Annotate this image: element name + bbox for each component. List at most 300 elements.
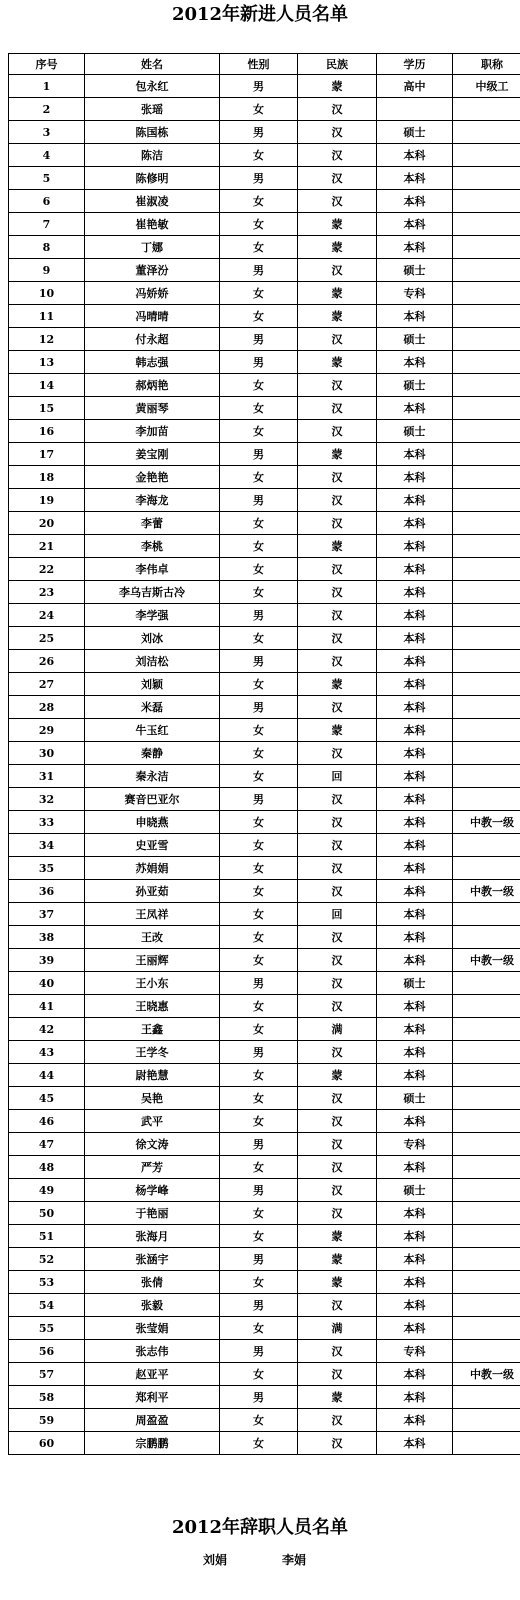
cell-ethnicity: 汉 (298, 650, 377, 673)
cell-title (453, 765, 520, 788)
cell-title: 中教一级 (453, 1363, 520, 1386)
cell-name: 黄丽琴 (85, 397, 220, 420)
cell-ethnicity: 汉 (298, 696, 377, 719)
cell-serial: 8 (9, 236, 85, 259)
cell-ethnicity: 汉 (298, 1041, 377, 1064)
cell-ethnicity: 蒙 (298, 1386, 377, 1409)
cell-title (453, 144, 520, 167)
cell-education: 硕士 (377, 121, 453, 144)
cell-ethnicity: 蒙 (298, 719, 377, 742)
table-row (9, 926, 520, 949)
cell-serial: 47 (9, 1133, 85, 1156)
table-row (9, 1064, 520, 1087)
cell-title (453, 1087, 520, 1110)
cell-gender: 男 (220, 121, 298, 144)
cell-title (453, 581, 520, 604)
cell-title (453, 98, 520, 121)
cell-gender: 男 (220, 1248, 298, 1271)
cell-education: 本科 (377, 1018, 453, 1041)
table-row (9, 420, 520, 443)
cell-serial: 48 (9, 1156, 85, 1179)
cell-name: 张涵宇 (85, 1248, 220, 1271)
cell-education: 专科 (377, 1340, 453, 1363)
cell-title (453, 673, 520, 696)
cell-name: 王鑫 (85, 1018, 220, 1041)
cell-name: 赵亚平 (85, 1363, 220, 1386)
cell-name: 申晓燕 (85, 811, 220, 834)
cell-ethnicity: 汉 (298, 926, 377, 949)
cell-education: 本科 (377, 443, 453, 466)
cell-title (453, 1432, 520, 1455)
cell-title (453, 926, 520, 949)
cell-name: 于艳丽 (85, 1202, 220, 1225)
cell-name: 王学冬 (85, 1041, 220, 1064)
cell-title (453, 190, 520, 213)
cell-education: 本科 (377, 1363, 453, 1386)
cell-title (453, 834, 520, 857)
cell-gender: 女 (220, 1432, 298, 1455)
cell-education: 硕士 (377, 972, 453, 995)
cell-title (453, 1110, 520, 1133)
cell-title (453, 1248, 520, 1271)
header-education: 学历 (377, 54, 453, 75)
table-row (9, 1248, 520, 1271)
cell-ethnicity: 汉 (298, 374, 377, 397)
cell-serial: 41 (9, 995, 85, 1018)
cell-serial: 32 (9, 788, 85, 811)
table-row (9, 765, 520, 788)
cell-serial: 3 (9, 121, 85, 144)
cell-name: 宗鹏鹏 (85, 1432, 220, 1455)
cell-ethnicity: 汉 (298, 98, 377, 121)
cell-name: 李蕾 (85, 512, 220, 535)
cell-ethnicity: 蒙 (298, 443, 377, 466)
cell-name: 王改 (85, 926, 220, 949)
cell-ethnicity: 蒙 (298, 282, 377, 305)
cell-serial: 6 (9, 190, 85, 213)
cell-education: 本科 (377, 1317, 453, 1340)
cell-serial: 35 (9, 857, 85, 880)
table-header-row (9, 54, 520, 75)
cell-gender: 女 (220, 834, 298, 857)
cell-ethnicity: 汉 (298, 328, 377, 351)
cell-ethnicity: 蒙 (298, 236, 377, 259)
cell-ethnicity: 汉 (298, 1409, 377, 1432)
cell-name: 赛音巴亚尔 (85, 788, 220, 811)
cell-serial: 45 (9, 1087, 85, 1110)
cell-serial: 44 (9, 1064, 85, 1087)
cell-gender: 男 (220, 1041, 298, 1064)
cell-gender: 女 (220, 857, 298, 880)
table-row (9, 558, 520, 581)
table-row (9, 1179, 520, 1202)
cell-name: 冯晴晴 (85, 305, 220, 328)
cell-ethnicity: 汉 (298, 581, 377, 604)
cell-gender: 男 (220, 328, 298, 351)
cell-title: 中教一级 (453, 811, 520, 834)
cell-education: 本科 (377, 1110, 453, 1133)
cell-ethnicity: 蒙 (298, 1248, 377, 1271)
cell-title (453, 1064, 520, 1087)
cell-title (453, 466, 520, 489)
cell-title (453, 1018, 520, 1041)
cell-gender: 女 (220, 1064, 298, 1087)
cell-education: 本科 (377, 351, 453, 374)
cell-ethnicity: 汉 (298, 167, 377, 190)
section-title-resigned: 2012年辞职人员名单 (171, 1517, 349, 1538)
cell-title (453, 1225, 520, 1248)
table-row (9, 1363, 520, 1386)
cell-serial: 50 (9, 1202, 85, 1225)
cell-gender: 女 (220, 811, 298, 834)
table-row (9, 719, 520, 742)
cell-serial: 59 (9, 1409, 85, 1432)
cell-gender: 女 (220, 397, 298, 420)
cell-ethnicity: 蒙 (298, 351, 377, 374)
cell-gender: 男 (220, 1294, 298, 1317)
cell-education: 本科 (377, 236, 453, 259)
cell-title (453, 788, 520, 811)
cell-name: 王晓惠 (85, 995, 220, 1018)
table-row (9, 1386, 520, 1409)
cell-education: 本科 (377, 1041, 453, 1064)
cell-ethnicity: 汉 (298, 1202, 377, 1225)
cell-education: 本科 (377, 765, 453, 788)
cell-ethnicity: 汉 (298, 742, 377, 765)
cell-gender: 男 (220, 972, 298, 995)
cell-serial: 42 (9, 1018, 85, 1041)
cell-ethnicity: 汉 (298, 558, 377, 581)
table-row (9, 1294, 520, 1317)
table-row (9, 1340, 520, 1363)
cell-name: 丁娜 (85, 236, 220, 259)
table-row (9, 1271, 520, 1294)
cell-title (453, 1294, 520, 1317)
cell-title (453, 351, 520, 374)
cell-name: 杨学峰 (85, 1179, 220, 1202)
cell-name: 崔淑凌 (85, 190, 220, 213)
cell-education: 本科 (377, 167, 453, 190)
cell-name: 李伟卓 (85, 558, 220, 581)
cell-ethnicity: 汉 (298, 1294, 377, 1317)
table-row (9, 351, 520, 374)
table-row (9, 144, 520, 167)
cell-title (453, 374, 520, 397)
table-row (9, 305, 520, 328)
cell-gender: 女 (220, 236, 298, 259)
cell-title (453, 604, 520, 627)
cell-gender: 女 (220, 558, 298, 581)
cell-serial: 38 (9, 926, 85, 949)
cell-gender: 女 (220, 673, 298, 696)
cell-title (453, 1409, 520, 1432)
cell-education: 本科 (377, 811, 453, 834)
cell-name: 李乌吉斯古冷 (85, 581, 220, 604)
cell-ethnicity: 汉 (298, 1340, 377, 1363)
cell-name: 张倩 (85, 1271, 220, 1294)
cell-serial: 17 (9, 443, 85, 466)
table-row (9, 1018, 520, 1041)
cell-title (453, 696, 520, 719)
cell-serial: 25 (9, 627, 85, 650)
cell-gender: 女 (220, 282, 298, 305)
cell-name: 牛玉红 (85, 719, 220, 742)
cell-title (453, 167, 520, 190)
cell-serial: 31 (9, 765, 85, 788)
cell-name: 王小东 (85, 972, 220, 995)
cell-ethnicity: 满 (298, 1018, 377, 1041)
cell-title (453, 1179, 520, 1202)
cell-serial: 28 (9, 696, 85, 719)
cell-name: 金艳艳 (85, 466, 220, 489)
cell-serial: 57 (9, 1363, 85, 1386)
cell-name: 刘冰 (85, 627, 220, 650)
cell-ethnicity: 蒙 (298, 1271, 377, 1294)
cell-title (453, 535, 520, 558)
cell-title (453, 121, 520, 144)
cell-education: 本科 (377, 880, 453, 903)
cell-name: 包永红 (85, 75, 220, 98)
cell-ethnicity: 回 (298, 765, 377, 788)
cell-title (453, 489, 520, 512)
cell-education: 本科 (377, 1156, 453, 1179)
cell-education: 专科 (377, 1133, 453, 1156)
table-row (9, 535, 520, 558)
cell-name: 秦静 (85, 742, 220, 765)
cell-education: 本科 (377, 558, 453, 581)
cell-serial: 11 (9, 305, 85, 328)
cell-serial: 43 (9, 1041, 85, 1064)
cell-title (453, 627, 520, 650)
table-row (9, 1156, 520, 1179)
cell-ethnicity: 汉 (298, 627, 377, 650)
cell-education: 本科 (377, 466, 453, 489)
cell-education: 本科 (377, 1225, 453, 1248)
cell-education: 本科 (377, 1386, 453, 1409)
cell-name: 李海龙 (85, 489, 220, 512)
cell-title (453, 857, 520, 880)
table-row (9, 1317, 520, 1340)
cell-serial: 33 (9, 811, 85, 834)
cell-title: 中教一级 (453, 949, 520, 972)
cell-education: 本科 (377, 1294, 453, 1317)
cell-serial: 46 (9, 1110, 85, 1133)
cell-education: 硕士 (377, 259, 453, 282)
cell-name: 张志伟 (85, 1340, 220, 1363)
cell-education: 本科 (377, 1248, 453, 1271)
cell-name: 李桃 (85, 535, 220, 558)
cell-gender: 女 (220, 742, 298, 765)
cell-gender: 女 (220, 903, 298, 926)
cell-education: 本科 (377, 535, 453, 558)
table-row (9, 1110, 520, 1133)
cell-title (453, 443, 520, 466)
cell-serial: 39 (9, 949, 85, 972)
cell-name: 刘洁松 (85, 650, 220, 673)
cell-education: 本科 (377, 788, 453, 811)
cell-ethnicity: 蒙 (298, 305, 377, 328)
cell-title (453, 719, 520, 742)
cell-education: 本科 (377, 1409, 453, 1432)
cell-title (453, 650, 520, 673)
cell-name: 吴艳 (85, 1087, 220, 1110)
cell-ethnicity: 汉 (298, 259, 377, 282)
cell-title: 中级工 (453, 75, 520, 98)
cell-ethnicity: 汉 (298, 834, 377, 857)
cell-education: 本科 (377, 650, 453, 673)
table-row (9, 1432, 520, 1455)
cell-ethnicity: 蒙 (298, 1225, 377, 1248)
cell-gender: 男 (220, 259, 298, 282)
cell-ethnicity: 汉 (298, 857, 377, 880)
cell-serial: 52 (9, 1248, 85, 1271)
cell-name: 刘颖 (85, 673, 220, 696)
cell-education: 硕士 (377, 1087, 453, 1110)
table-row (9, 167, 520, 190)
table-row (9, 397, 520, 420)
cell-gender: 男 (220, 696, 298, 719)
cell-name: 尉艳慧 (85, 1064, 220, 1087)
cell-education: 本科 (377, 305, 453, 328)
table-row (9, 282, 520, 305)
cell-title: 中教一级 (453, 880, 520, 903)
cell-title (453, 1041, 520, 1064)
table-row (9, 650, 520, 673)
cell-serial: 4 (9, 144, 85, 167)
cell-education: 专科 (377, 282, 453, 305)
cell-gender: 男 (220, 650, 298, 673)
cell-ethnicity: 蒙 (298, 75, 377, 98)
table-row (9, 1087, 520, 1110)
cell-ethnicity: 回 (298, 903, 377, 926)
cell-name: 郑利平 (85, 1386, 220, 1409)
cell-serial: 9 (9, 259, 85, 282)
cell-serial: 56 (9, 1340, 85, 1363)
cell-title (453, 397, 520, 420)
cell-gender: 女 (220, 466, 298, 489)
cell-gender: 男 (220, 75, 298, 98)
cell-serial: 60 (9, 1432, 85, 1455)
cell-serial: 55 (9, 1317, 85, 1340)
cell-gender: 女 (220, 190, 298, 213)
header-name: 姓名 (85, 54, 220, 75)
cell-gender: 女 (220, 627, 298, 650)
cell-ethnicity: 汉 (298, 604, 377, 627)
cell-ethnicity: 汉 (298, 1087, 377, 1110)
table-row (9, 236, 520, 259)
cell-title (453, 512, 520, 535)
page-title: 2012年新进人员名单 (171, 4, 349, 25)
cell-serial: 54 (9, 1294, 85, 1317)
cell-gender: 女 (220, 1110, 298, 1133)
cell-gender: 男 (220, 351, 298, 374)
cell-serial: 37 (9, 903, 85, 926)
cell-gender: 女 (220, 1409, 298, 1432)
cell-name: 徐文涛 (85, 1133, 220, 1156)
cell-title (453, 420, 520, 443)
table-row (9, 259, 520, 282)
cell-serial: 22 (9, 558, 85, 581)
table-body (9, 75, 520, 1455)
cell-gender: 女 (220, 1156, 298, 1179)
cell-serial: 12 (9, 328, 85, 351)
cell-ethnicity: 蒙 (298, 1064, 377, 1087)
cell-education: 本科 (377, 581, 453, 604)
cell-serial: 10 (9, 282, 85, 305)
cell-gender: 女 (220, 1363, 298, 1386)
resigned-name: 李娟 (282, 1553, 307, 1567)
cell-name: 陈修明 (85, 167, 220, 190)
cell-gender: 女 (220, 719, 298, 742)
cell-name: 张莹娟 (85, 1317, 220, 1340)
cell-title (453, 903, 520, 926)
cell-serial: 36 (9, 880, 85, 903)
cell-ethnicity: 汉 (298, 949, 377, 972)
cell-name: 米磊 (85, 696, 220, 719)
cell-name: 史亚雪 (85, 834, 220, 857)
cell-education: 硕士 (377, 1179, 453, 1202)
table-row (9, 1202, 520, 1225)
table-row (9, 512, 520, 535)
cell-serial: 14 (9, 374, 85, 397)
cell-name: 陈洁 (85, 144, 220, 167)
table-row (9, 374, 520, 397)
cell-title (453, 213, 520, 236)
table-row (9, 673, 520, 696)
cell-name: 秦永洁 (85, 765, 220, 788)
cell-gender: 女 (220, 926, 298, 949)
cell-ethnicity: 汉 (298, 466, 377, 489)
cell-title (453, 1133, 520, 1156)
cell-serial: 27 (9, 673, 85, 696)
cell-gender: 女 (220, 765, 298, 788)
cell-education (377, 98, 453, 121)
cell-ethnicity: 汉 (298, 420, 377, 443)
cell-gender: 女 (220, 581, 298, 604)
cell-education: 本科 (377, 742, 453, 765)
cell-ethnicity: 汉 (298, 811, 377, 834)
cell-gender: 男 (220, 1340, 298, 1363)
cell-title (453, 558, 520, 581)
cell-title (453, 282, 520, 305)
cell-serial: 16 (9, 420, 85, 443)
table-row (9, 1225, 520, 1248)
cell-education: 硕士 (377, 328, 453, 351)
cell-education: 本科 (377, 673, 453, 696)
cell-education: 本科 (377, 1064, 453, 1087)
cell-title (453, 742, 520, 765)
cell-gender: 女 (220, 512, 298, 535)
table-row (9, 604, 520, 627)
table-row (9, 995, 520, 1018)
cell-gender: 女 (220, 1317, 298, 1340)
cell-name: 张海月 (85, 1225, 220, 1248)
cell-name: 付永超 (85, 328, 220, 351)
table-row (9, 949, 520, 972)
cell-name: 李加苗 (85, 420, 220, 443)
cell-serial: 58 (9, 1386, 85, 1409)
table-row (9, 328, 520, 351)
table-row (9, 811, 520, 834)
cell-ethnicity: 汉 (298, 121, 377, 144)
cell-gender: 女 (220, 305, 298, 328)
cell-education: 本科 (377, 1271, 453, 1294)
cell-gender: 女 (220, 98, 298, 121)
cell-gender: 女 (220, 1202, 298, 1225)
new-staff-table (8, 53, 520, 1455)
cell-gender: 男 (220, 1133, 298, 1156)
cell-name: 张瑶 (85, 98, 220, 121)
